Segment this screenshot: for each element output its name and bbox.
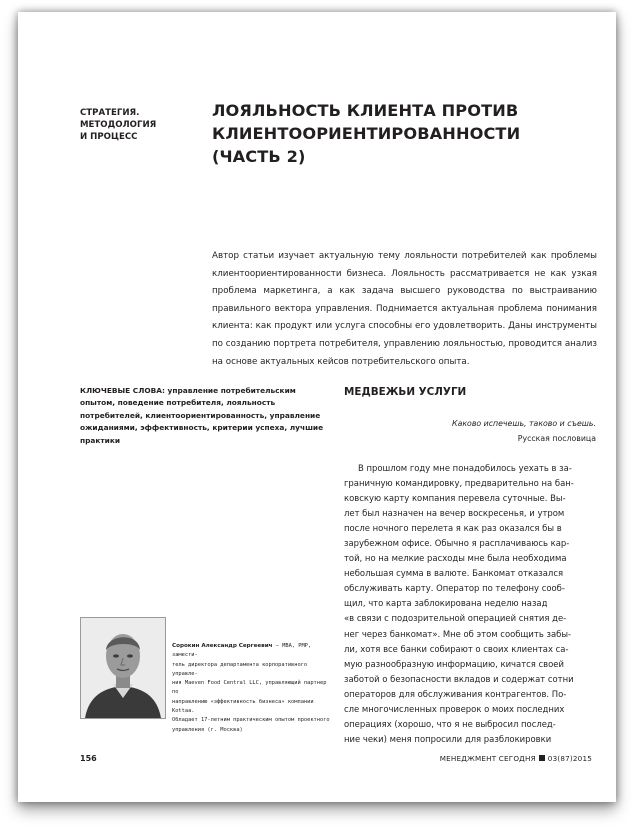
article-title-line: КЛИЕНТООРИЕНТИРОВАННОСТИ (ЧАСТЬ 2): [212, 124, 521, 166]
body-line: после ночного перелета я как раз оказался бы в: [344, 523, 562, 534]
article-lead: Автор статьи изучает актуальную тему лояльности потребителей как проблемы клиентоориентированности бизнеса. Лояльность рассматривается не как узкая проблема маркетинга, а как задача высшего руководства по выстраиванию правильного вектора управления. Поднимается актуальная проблема понимания клиента: как продукт или услуга способны его удовлетворить. Даны инструменты по созданию портрета потребителя, управлению лояльностью, проводится анализ на основе актуальных кейсов потребительского опыта.: [212, 251, 597, 367]
body-line: заботой о безопасности вкладов и содержат сотни: [344, 673, 574, 684]
body-line: ние чеки) меня попросили для разблокировки: [344, 733, 552, 744]
body-line: зарубежном офисе. Обычно я расплачиваюсь кар-: [344, 538, 570, 549]
epigraph-quote: Каково испечешь, таково и съешь.: [452, 419, 596, 428]
author-bio-line: направлению «эффективность бизнеса» компании Kottaa.: [172, 698, 314, 715]
body-line: «в связи с подозрительной операцией снятия де-: [344, 613, 567, 624]
author-name: Сорокин Александр Сергеевич: [172, 643, 273, 649]
body-line: операторов для обслуживания контрагентов. По-: [344, 688, 567, 699]
journal-footer: [440, 754, 592, 763]
body-line: щил, что карта заблокирована неделю назад: [344, 598, 548, 609]
section-label: [80, 107, 200, 143]
author-bio-line: — MBA, PMP, замести-: [172, 643, 312, 659]
body-line: сле многочисленных проверок о моих последних: [344, 703, 565, 714]
article-body: [344, 461, 596, 747]
epigraph: [344, 416, 596, 446]
section-label-line: И ПРОЦЕСС: [80, 132, 138, 142]
body-line: лет был назначен на вечер воскресенья, и утром: [344, 508, 565, 519]
body-line: ли, хотя все банки собирают о своих клиентах са-: [344, 643, 569, 654]
journal-name: МЕНЕДЖМЕНТ СЕГОДНЯ: [439, 754, 536, 763]
author-bio-line: тель директора департамента корпоративного управле-: [172, 661, 308, 677]
body-line: ковскую карту компания перевела суточные. Вы-: [344, 493, 566, 504]
square-icon: [539, 755, 545, 761]
epigraph-source: Русская пословица: [517, 434, 596, 443]
page-number: 156: [80, 754, 97, 763]
body-line: обслуживать карту. Оператор по телефону сооб-: [344, 583, 565, 594]
author-bio-line: управления (г. Москва): [172, 726, 243, 733]
author-portrait-icon: [81, 618, 165, 718]
body-line: мую разнообразную информацию, кичатся своей: [344, 658, 564, 669]
author-bio-line: Обладает 17-летним практическим опытом проектного: [172, 717, 330, 724]
body-line: той, но на мелкие расходы мне была необходима: [344, 553, 567, 564]
issue-number: 03(87)2015: [547, 754, 592, 763]
author-photo: [80, 617, 166, 719]
article-title-line: ЛОЯЛЬНОСТЬ КЛИЕНТА ПРОТИВ: [212, 101, 519, 120]
section-label-line: СТРАТЕГИЯ.: [80, 108, 140, 118]
body-line: граничную командировку, предварительно на бан-: [344, 478, 574, 489]
body-line: нег через банкомат». Мне об этом сообщить забы-: [344, 628, 572, 639]
section-heading: МЕДВЕЖЬИ УСЛУГИ: [344, 386, 467, 398]
author-bio-line: ния Maeven Food Central LLC, управляющий партнер по: [172, 680, 327, 696]
magazine-page: [18, 12, 616, 802]
article-title: [212, 99, 592, 168]
keywords: КЛЮЧЕВЫЕ СЛОВА: управление потребительским опытом, поведение потребителя, лояльность потребителей, клиентоориентированность, управление ожиданиями, эффективность, критерии успеха, лучшие практики: [80, 386, 324, 445]
body-line: небольшая сумма в валюте. Банкомат отказался: [344, 568, 564, 579]
section-label-line: МЕТОДОЛОГИЯ: [80, 120, 157, 130]
author-bio: [172, 642, 334, 735]
body-line: операциях (хорошо, что я не выбросил послед-: [344, 718, 556, 729]
body-line: В прошлом году мне понадобилось уехать в за-: [358, 463, 572, 473]
